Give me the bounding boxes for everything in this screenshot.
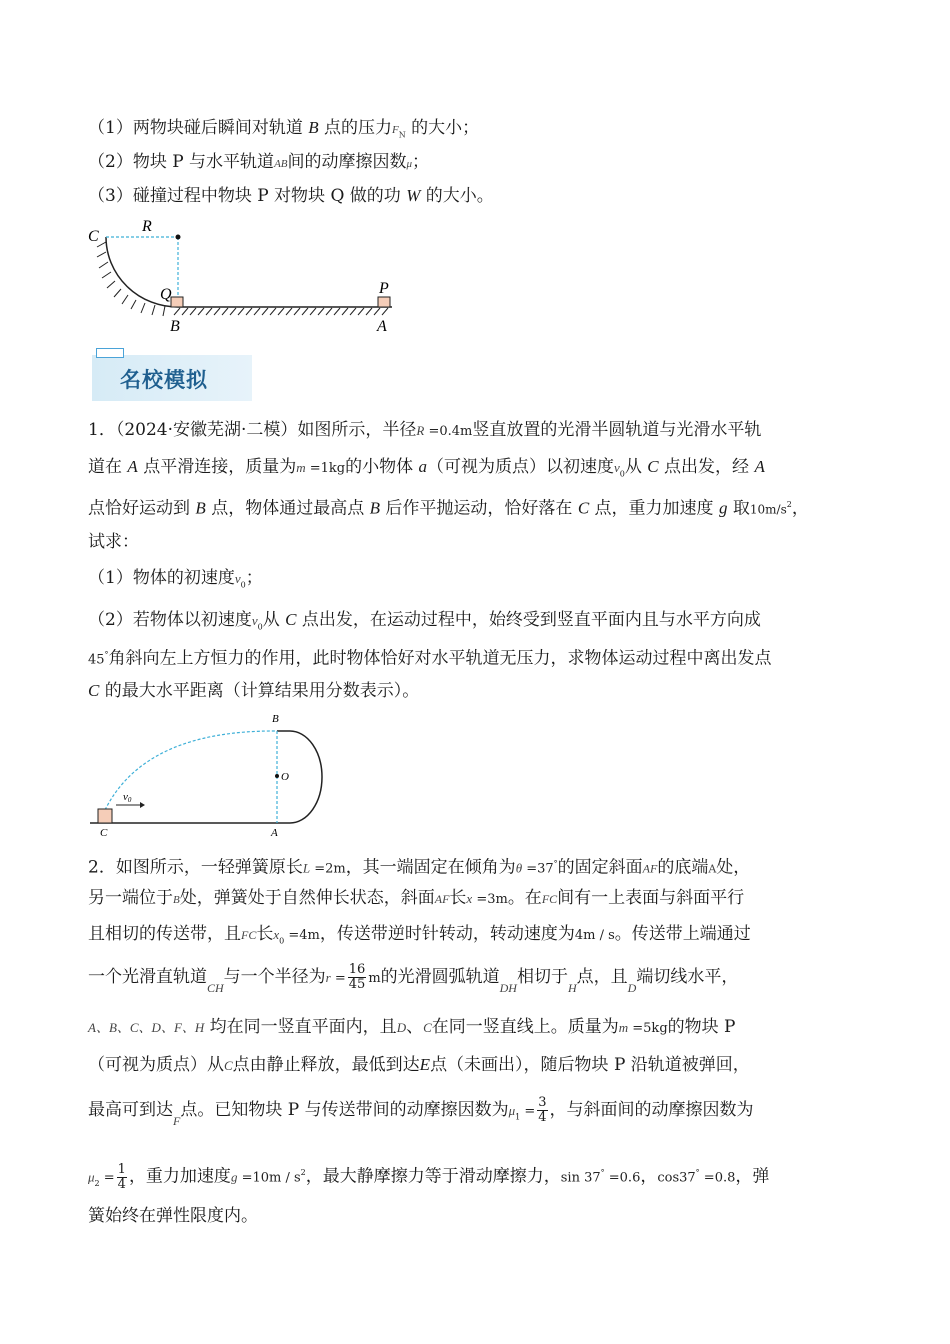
problem2-line1: 2．如图所示，一轻弹簧原长L =2m，其一端固定在倾角为θ =37°的固定斜面AF的底端A处， <box>88 857 751 878</box>
label-o: O <box>281 771 289 783</box>
velocity-arrowhead-icon <box>140 802 145 808</box>
label-b2: B <box>272 713 279 725</box>
problem2-line9: 簧始终在弹性限度内。 <box>88 1206 258 1226</box>
problem2-line6: （可视为质点）从C点由静止释放，最低到达E点（未画出），随后物块 P 沿轨道被弹回， <box>88 1055 750 1075</box>
problem1-line1: 1．（2024·安徽芜湖·二模）如图所示，半径R =0.4m竖直放置的光滑半圆轨道与光滑水平轨 <box>88 420 762 440</box>
fraction-1-4: $\frac{1}{4}$ <box>117 1161 126 1192</box>
problem2-line3: 且相切的传送带，且FC长$x_0 =4m$，传送带逆时针转动，转动速度为4m / s。传送带上端通过 <box>88 924 751 946</box>
figure-track-quarter-circle <box>80 215 410 340</box>
problem2-line7: 最高可到达$_F$点。已知物块 P 与传送带间的动摩擦因数为$\mu_1$ = $\frac{3}{4}$ ，与斜面间的动摩擦因数为 <box>88 1095 754 1128</box>
label-v0: v0 <box>123 791 132 804</box>
problem2-line5: A、B、C、D、F、H 均在同一竖直平面内，且D、C在同一竖直线上。质量为m =5kg的物块 P <box>88 1017 736 1037</box>
label-b: B <box>170 318 180 335</box>
label-c2: C <box>100 827 108 839</box>
problem1-sub2-line2: 45°角斜向左上方恒力的作用，此时物体恰好对水平轨道无压力，求物体运动过程中离出发点 <box>88 648 772 669</box>
label-r: R <box>142 218 152 235</box>
problem1-line2: 道在 A 点平滑连接，质量为m =1kg的小物体 a（可视为质点）以初速度$v_0$从 C 点出发，经 A <box>88 457 765 479</box>
section-banner-title: 名校模拟 <box>120 368 208 392</box>
prev-question-3: （3）碰撞过程中物块 P 对物块 Q 做的功 W 的大小。 <box>88 186 494 206</box>
problem1-sub2-line3: C 的最大水平距离（计算结果用分数表示）。 <box>88 681 420 701</box>
center-o <box>275 774 279 778</box>
figure-semicircle-track <box>85 710 335 840</box>
block-p <box>378 297 390 307</box>
banner-tab-icon <box>96 348 124 358</box>
label-p: P <box>379 280 389 297</box>
track-hatching <box>174 308 388 315</box>
fraction-16-45: $\frac{16}{45}$ <box>348 962 366 992</box>
center-point <box>176 235 181 240</box>
problem2-line8: $\mu_2$ = $\frac{1}{4}$ ，重力加速度$g =10m / s^2$，最大静摩擦力等于滑动摩擦力，sin 37° =0.6，cos37° =0.8，弹 <box>88 1161 770 1192</box>
problem2-line4: 一个光滑直轨道$_{CH}$与一个半径为r = $\frac{16}{45}$ m的光滑圆弧轨道$_{DH}$相切于$_H$点，且$_D$端切线水平， <box>88 962 739 995</box>
prev-question-1: （1）两物块碰后瞬间对轨道 B 点的压力$F_N$ 的大小； <box>88 118 480 140</box>
prev-question-2: （2）物块 P 与水平轨道AB间的动摩擦因数μ； <box>88 152 430 172</box>
fraction-3-4: $\frac{3}{4}$ <box>538 1095 547 1125</box>
problem1-line3: 点恰好运动到 B 点，物体通过最高点 B 后作平抛运动，恰好落在 C 点，重力加速度 g 取$10m/s^2$， <box>88 498 809 519</box>
label-a2: A <box>271 827 278 839</box>
problem1-sub1: （1）物体的初速度$v_0$； <box>88 568 263 590</box>
label-q: Q <box>160 286 172 303</box>
block-q <box>171 297 183 307</box>
problem2-line2: 另一端位于B处，弹簧处于自然伸长状态，斜面AF长x =3m。在FC间有一上表面与斜面平行 <box>88 888 745 908</box>
label-c: C <box>88 228 99 245</box>
block-a <box>98 809 112 823</box>
problem1-sub2-line1: （2）若物体以初速度$v_0$从 C 点出发，在运动过程中，始终受到竖直平面内且与水平方向成 <box>88 610 761 632</box>
label-a: A <box>377 318 387 335</box>
problem1-line4: 试求： <box>88 532 139 552</box>
